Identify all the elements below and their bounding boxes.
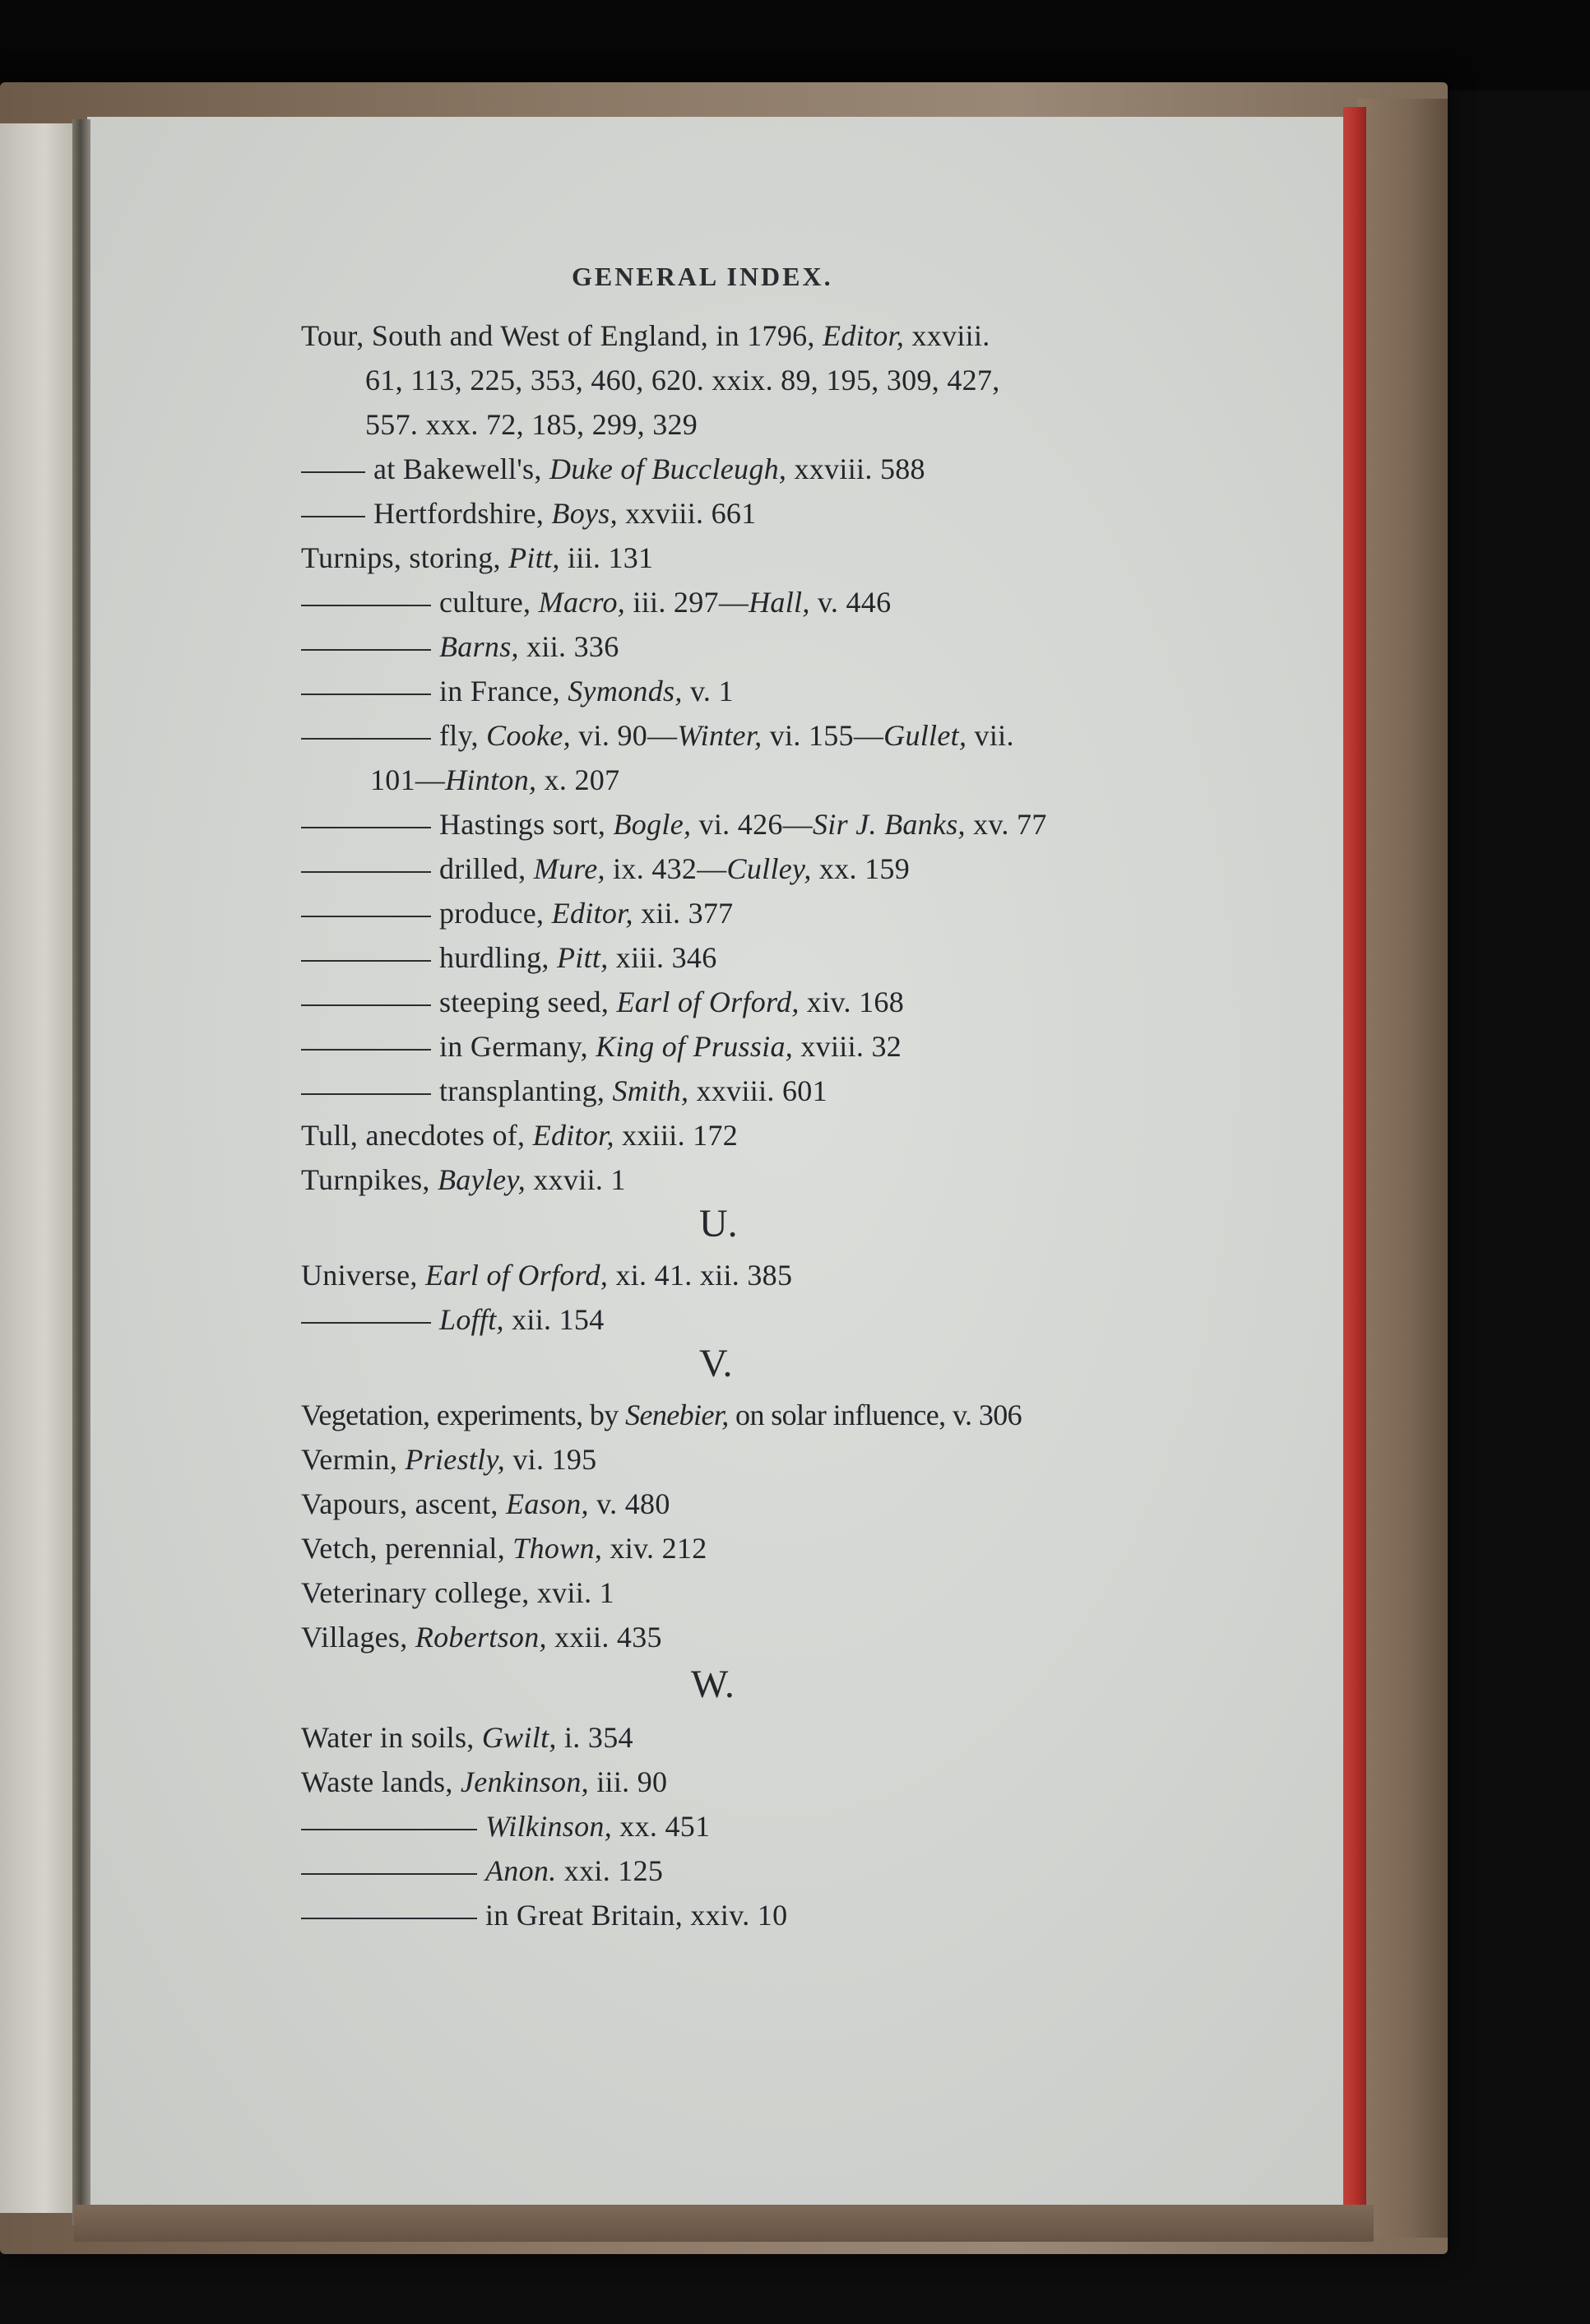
- cover-bottom: [74, 2205, 1374, 2242]
- index-subentry: hurdling, Pitt, xiii. 346: [301, 939, 717, 976]
- ditto-dash: [301, 649, 431, 651]
- ditto-dash: [301, 1049, 431, 1051]
- entry-ref: xxviii.: [904, 319, 990, 352]
- index-entry: Veterinary college, xvii. 1: [301, 1576, 614, 1609]
- index-entry-continuation: [365, 362, 1000, 398]
- book-gutter: [72, 119, 90, 2225]
- ditto-dash: [301, 916, 431, 917]
- index-entry: Tull, anecdotes of, Editor, xxiii. 172: [301, 1119, 739, 1152]
- ditto-dash: [301, 827, 431, 828]
- index-subentry: at Bakewell's, Duke of Buccleugh, xxviii. 588: [301, 451, 925, 487]
- left-page-edge: [0, 123, 74, 2213]
- index-entry: Turnpikes, Bayley, xxvii. 1: [301, 1163, 626, 1196]
- page-header: GENERAL INDEX.: [572, 262, 833, 291]
- index-subentry: in Great Britain, xxiv. 10: [301, 1897, 787, 1933]
- ditto-dash: [301, 693, 431, 695]
- cover-edge: [1357, 99, 1448, 2238]
- index-entry: Villages, Robertson, xxii. 435: [301, 1621, 662, 1654]
- background-shadow: [0, 0, 1590, 90]
- index-entry-continuation: 101—Hinton, x. 207: [370, 763, 620, 796]
- index-subentry: in France, Symonds, v. 1: [301, 673, 734, 709]
- index-subentry: Hertfordshire, Boys, xxviii. 661: [301, 495, 757, 531]
- index-entry-continuation: [365, 406, 698, 443]
- index-entry: Vegetation, experiments, by Senebier, on solar influence, v. 306: [301, 1399, 1022, 1431]
- ditto-dash: [301, 1322, 431, 1324]
- entry-text: 557. xxx. 72, 185, 299, 329: [365, 408, 698, 441]
- index-entry: Turnips, storing, Pitt, iii. 131: [301, 541, 654, 574]
- index-entry: Waste lands, Jenkinson, iii. 90: [301, 1765, 668, 1798]
- ditto-dash: [301, 516, 365, 517]
- ditto-dash: [301, 471, 365, 473]
- red-page-edge: [1343, 107, 1366, 2229]
- index-entry: Water in soils, Gwilt, i. 354: [301, 1721, 633, 1754]
- index-page: [87, 117, 1346, 2206]
- index-entry: Vetch, perennial, Thown, xiv. 212: [301, 1532, 707, 1565]
- ditto-dash: [301, 960, 431, 962]
- section-letter-u: U.: [699, 1202, 738, 1245]
- index-subentry: Barns, xii. 336: [301, 629, 619, 665]
- index-subentry: Lofft, xii. 154: [301, 1301, 605, 1338]
- entry-text: Tour, South and West of England, in 1796,: [301, 319, 823, 352]
- index-entry: Vermin, Priestly, vi. 195: [301, 1443, 597, 1476]
- index-subentry: Hastings sort, Bogle, vi. 426—Sir J. Banks, xv. 77: [301, 806, 1047, 842]
- ditto-dash: [301, 605, 431, 606]
- index-entry: Universe, Earl of Orford, xi. 41. xii. 385: [301, 1259, 793, 1292]
- index-subentry: in Germany, King of Prussia, xviii. 32: [301, 1028, 902, 1065]
- index-subentry: produce, Editor, xii. 377: [301, 895, 734, 931]
- entry-text: 61, 113, 225, 353, 460, 620. xxix. 89, 195, 309, 427,: [365, 364, 1000, 397]
- ditto-dash: [301, 1829, 477, 1830]
- entry-author: Editor,: [823, 319, 905, 352]
- index-subentry: Anon. xxi. 125: [301, 1853, 663, 1889]
- ditto-dash: [301, 1004, 431, 1006]
- index-subentry: drilled, Mure, ix. 432—Culley, xx. 159: [301, 851, 910, 887]
- ditto-dash: [301, 1873, 477, 1875]
- index-entry: [301, 318, 990, 354]
- section-letter-w: W.: [691, 1663, 735, 1706]
- ditto-dash: [301, 738, 431, 740]
- ditto-dash: [301, 871, 431, 873]
- ditto-dash: [301, 1918, 477, 1919]
- section-letter-v: V.: [699, 1342, 733, 1385]
- index-subentry: transplanting, Smith, xxviii. 601: [301, 1073, 827, 1109]
- index-entry: Vapours, ascent, Eason, v. 480: [301, 1487, 670, 1520]
- index-subentry: fly, Cooke, vi. 90—Winter, vi. 155—Gullet, vii.: [301, 717, 1014, 754]
- index-subentry: steeping seed, Earl of Orford, xiv. 168: [301, 984, 904, 1020]
- ditto-dash: [301, 1093, 431, 1095]
- index-subentry: culture, Macro, iii. 297—Hall, v. 446: [301, 584, 891, 620]
- index-subentry: Wilkinson, xx. 451: [301, 1808, 710, 1844]
